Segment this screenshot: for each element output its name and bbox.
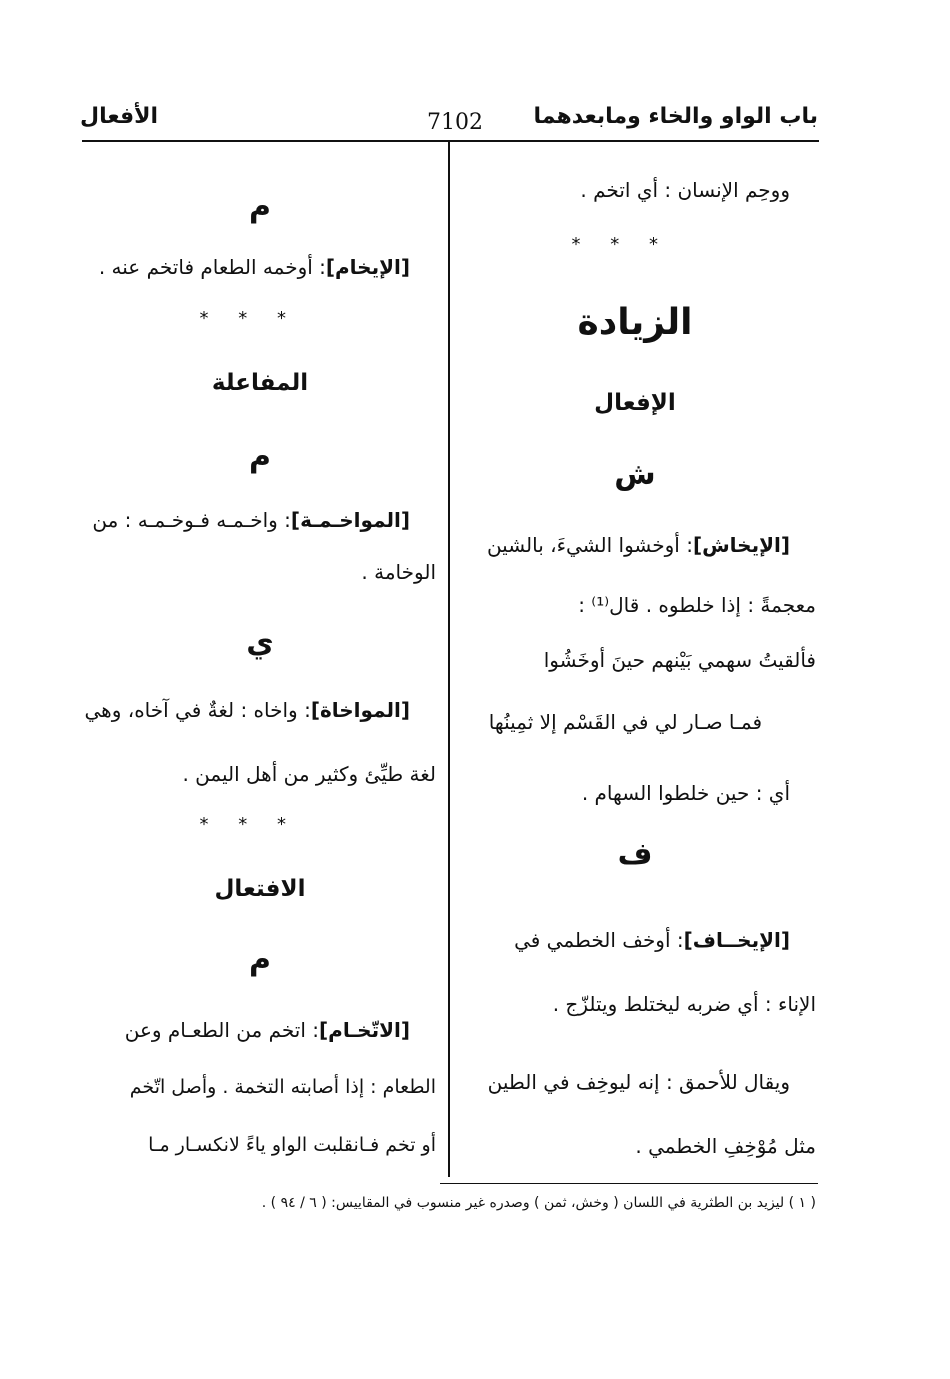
header-rule [82,140,819,142]
left-stars-2: * * * [199,814,298,835]
entry-ittikham-line-2: الطعام : إذا أصابته التخمة . وأصل اتّخم [129,1076,436,1098]
entry-ittikham-term: [الاتّخـام] [319,1018,410,1042]
entry-ikhaf-text: : أوخف الخطمي في [514,928,684,952]
root-letter-shin: ش [614,457,656,492]
footnote: ( ١ ) ليزيد بن الطثرية في اللسان ( وخش، ثمن ) وصدره غير منسوب في المقاييس: ( ٦ / ٩٤ ) . [261,1195,816,1211]
subsection-title-ifal: الإفعال [594,390,676,416]
entry-ikham [99,257,410,277]
entry-ittikham-text: : اتخم من الطعـام وعن [124,1018,320,1042]
column-divider [448,141,450,1177]
verse-line-1: فألقيتُ سهمي بَيْنهم حينَ أوخَشُوا [543,648,816,672]
root-letter-mim-3: م [249,942,271,977]
entry-ikhaf-line-4: مثل مُوْخِفِ الخطمي . [635,1134,816,1158]
entry-ittikham [125,1020,410,1040]
entry-ikhash-text: : أوخشوا الشيءَ، بالشين [486,533,693,557]
section-title-mufaala: المفاعلة [211,370,309,396]
section-title-ziyada: الزيادة [577,302,693,343]
entry-ikhaf [514,930,790,950]
entry-ikhaf-line-3: ويقال للأحمق : إنه ليوخِف في الطين [487,1070,790,1094]
entry-muwakhama-term: [المواخـمـة] [290,508,410,532]
page-number: 7102 [427,110,483,135]
entry-ikhaf-line-2: الإناء : أي ضربه ليختلط ويتلزّج . [552,992,816,1016]
entry-muwakhat-line-2: لغة طيِّئ وكثير من أهل اليمن . [182,762,436,786]
root-letter-mim-2: م [249,439,271,474]
root-letter-fa: ف [617,837,653,872]
footnote-rule [440,1183,818,1184]
verse-line-2: فمـا صـار لي في القَسْم إلا ثمِينُها [488,710,762,734]
entry-ikhaf-term: [الإيخــاف] [683,928,790,952]
entry-ikham-term: [الإيخام] [325,255,410,279]
entry-muwakhama-line-2: الوخامة . [361,560,436,584]
entry-ittikham-line-3: أو تخم فـانقلبت الواو ياءً لانكسـار مـا [148,1134,436,1156]
left-stars-1: * * * [199,308,298,329]
entry-muwakhat-text: : واخاه : لغةٌ في آخاه، وهي [84,698,311,722]
running-header-right: باب الواو والخاء ومابعدهما [533,104,818,129]
right-stars: * * * [571,234,670,255]
entry-ikhash [487,535,790,555]
gloss-line: أي : حين خلطوا السهام . [581,781,790,805]
entry-muwakhama-text: : واخـمـه فـوخـمـه : من [92,508,291,532]
root-letter-mim-1: م [249,189,271,224]
entry-muwakhat [85,700,410,720]
section-title-iftial: الافتعال [214,876,306,902]
running-header-left: الأفعال [80,104,159,129]
entry-muwakhat-term: [المواخاة] [310,698,410,722]
entry-ikhash-term: [الإيخاش] [692,533,790,557]
entry-ikham-text: : أوخمه الطعام فاتخم عنه . [98,255,326,279]
root-letter-ya: ي [246,625,274,660]
right-line-1: ووحِم الإنسان : أي اتخم . [580,178,790,202]
entry-ikhash-line-2: معجمةً : إذا خلطوه . قال⁽¹⁾ : [578,593,816,617]
entry-muwakhama [92,510,410,530]
